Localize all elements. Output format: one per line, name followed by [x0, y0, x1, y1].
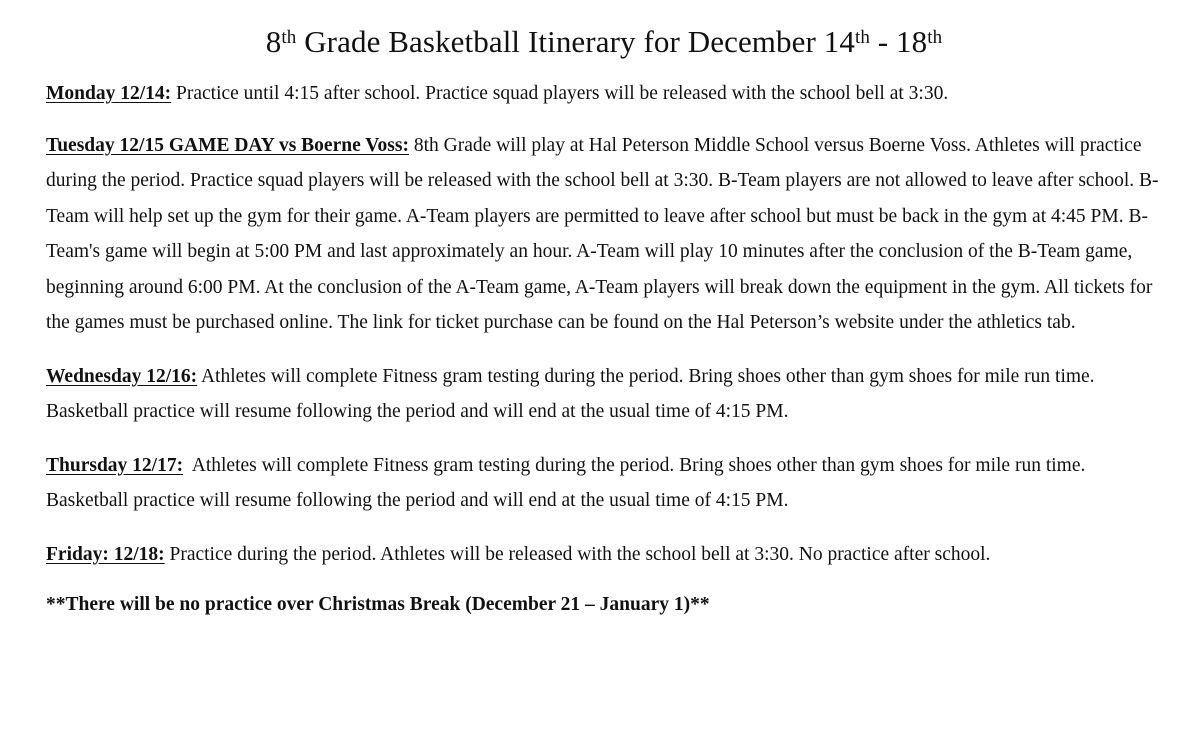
- day-label-thursday: Thursday 12/17:: [46, 454, 184, 476]
- entry-tuesday: [46, 128, 1162, 341]
- day-label-wednesday: Wednesday 12/16:: [46, 365, 198, 387]
- entry-text-monday: Practice until 4:15 after school. Practice squad players will be released with the school bell at 3:30.: [171, 83, 949, 104]
- christmas-break-note: **There will be no practice over Christmas Break (December 21 – January 1)**: [46, 594, 710, 615]
- title-part-3: - 18: [869, 24, 928, 59]
- entry-friday: [46, 537, 1162, 573]
- entry-text-friday: Practice during the period. Athletes will be released with the school bell at 3:30. No practice after school.: [164, 543, 991, 565]
- entry-monday: [46, 76, 1162, 112]
- document-title: [46, 0, 1162, 62]
- title-part-1: 8: [265, 24, 282, 59]
- title-sup-2: th: [854, 27, 870, 48]
- entry-thursday: [46, 448, 1162, 519]
- title-sup-3: th: [927, 27, 943, 48]
- entry-text-wednesday: Athletes will complete Fitness gram testing during the period. Bring shoes other than gym shoes for mile run time. Basketball practice will resume following the period and will end at the usual time of 4:15 PM.: [46, 365, 1095, 422]
- title-sup-1: th: [281, 27, 297, 48]
- entry-text-thursday: Athletes will complete Fitness gram testing during the period. Bring shoes other than gym shoes for mile run time. Basketball practice will resume following the period and will end at the usual time of 4:15 PM.: [46, 454, 1091, 511]
- day-label-friday: Friday: 12/18:: [46, 543, 165, 565]
- title-part-2: Grade Basketball Itinerary for December 14: [296, 24, 855, 59]
- day-label-tuesday: Tuesday 12/15 GAME DAY vs Boerne Voss:: [46, 134, 409, 156]
- day-label-monday: Monday 12/14:: [46, 83, 172, 104]
- entry-wednesday: [46, 359, 1162, 430]
- entry-text-tuesday: 8th Grade will play at Hal Peterson Middle School versus Boerne Voss. Athletes will practice during the period. Practice squad players will be released with the school bell at 3:30. B-Team players are not allowed to leave after school. B-Team will help set up the gym for their game. A-Team players are permitted to leave after school but must be back in the gym at 4:45 PM. B-Team's game will begin at 5:00 PM and last approximately an hour. A-Team will play 10 minutes after the conclusion of the B-Team game, beginning around 6:00 PM. At the conclusion of the A-Team game, A-Team players will break down the equipment in the gym. All tickets for the games must be purchased online. The link for ticket purchase can be found on the Hal Peterson’s website under the athletics tab.: [46, 134, 1159, 333]
